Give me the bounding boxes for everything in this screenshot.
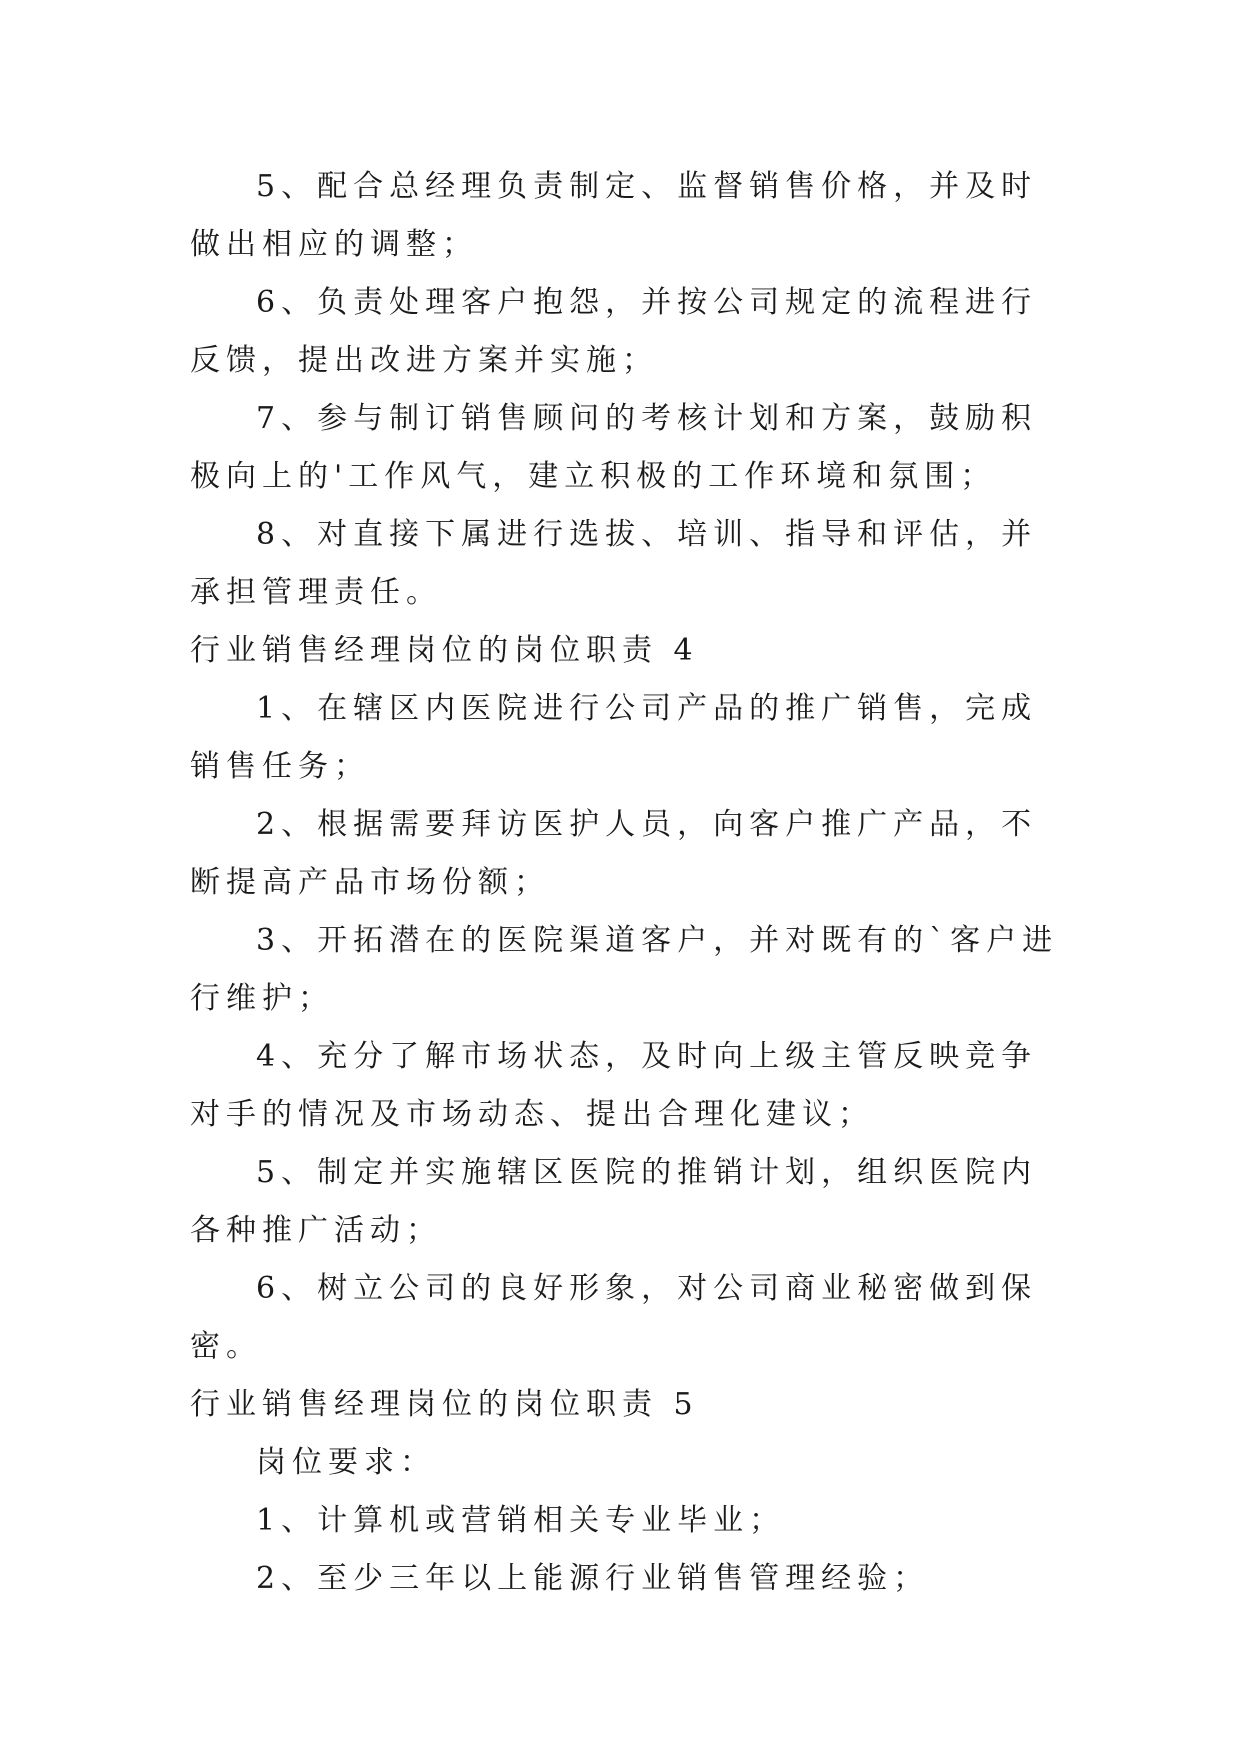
document-body [190,158,1070,1608]
paragraph-section4-item-3: 3、开拓潜在的医院渠道客户，并对既有的`客户进行维护； [190,923,1059,1016]
paragraph-section4-item-1: 1、在辖区内医院进行公司产品的推广销售，完成销售任务； [190,691,1038,784]
requirement-item-2: 2、至少三年以上能源行业销售管理经验； [256,1561,930,1596]
paragraph-section4-item-4: 4、充分了解市场状态，及时向上级主管反映竞争对手的情况及市场动态、提出合理化建议； [190,1039,1038,1132]
section-heading-4: 行业销售经理岗位的岗位职责 4 [190,633,699,668]
paragraph-duty-6: 6、负责处理客户抱怨，并按公司规定的流程进行反馈，提出改进方案并实施； [190,285,1038,378]
section-heading-5: 行业销售经理岗位的岗位职责 5 [190,1387,699,1422]
paragraph-duty-5: 5、配合总经理负责制定、监督销售价格，并及时做出相应的调整； [190,169,1038,262]
paragraph-duty-8: 8、对直接下属进行选拔、培训、指导和评估，并承担管理责任。 [190,517,1038,610]
requirement-item-1: 1、计算机或营销相关专业毕业； [256,1503,786,1538]
paragraph-section4-item-6: 6、树立公司的良好形象，对公司商业秘密做到保密。 [190,1271,1038,1364]
requirements-label: 岗位要求： [256,1445,436,1480]
paragraph-section4-item-2: 2、根据需要拜访医护人员，向客户推广产品，不断提高产品市场份额； [190,807,1038,900]
paragraph-duty-7: 7、参与制订销售顾问的考核计划和方案，鼓励积极向上的'工作风气，建立积极的工作环境和氛围； [190,401,1038,494]
paragraph-section4-item-5: 5、制定并实施辖区医院的推销计划，组织医院内各种推广活动； [190,1155,1038,1248]
